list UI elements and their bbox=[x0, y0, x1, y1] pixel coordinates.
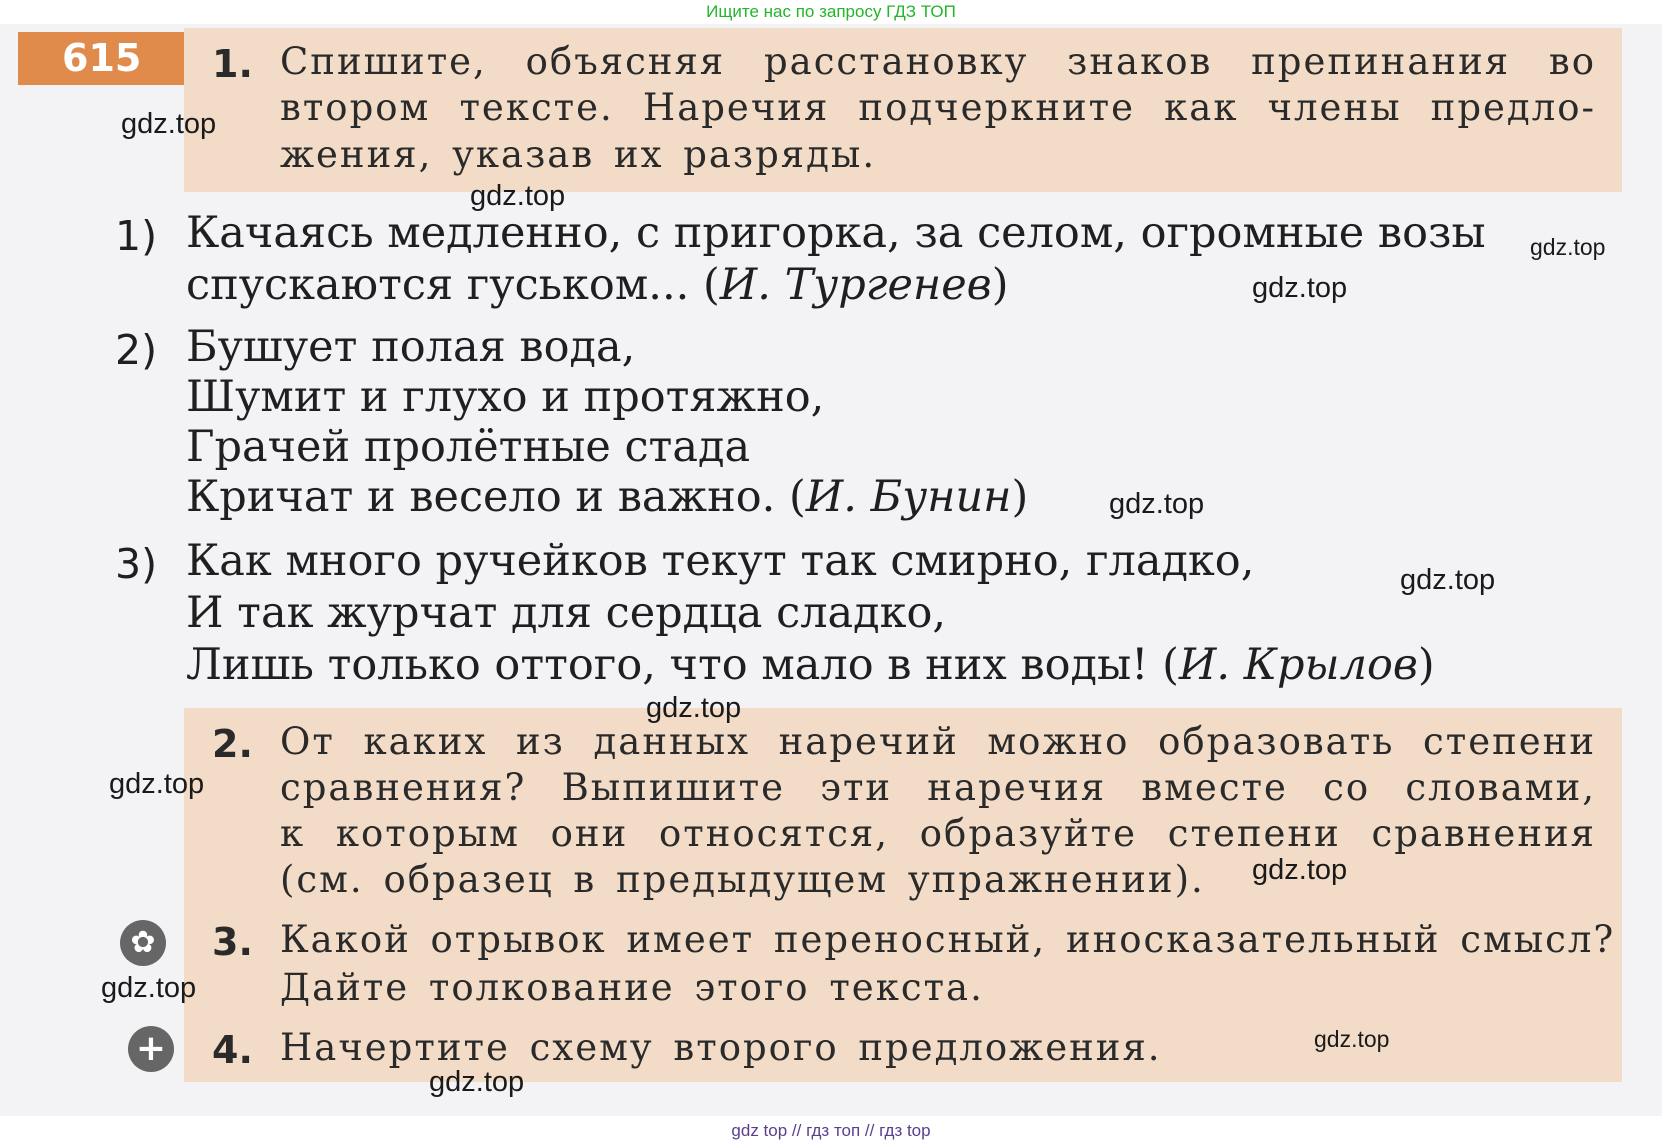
quote-2-line-4-text: Кричат и весело и важно. ( bbox=[186, 472, 806, 522]
quote-3-line-2: И так журчат для сердца сладко, bbox=[186, 588, 947, 638]
watermark: gdz.top bbox=[1314, 1026, 1390, 1052]
watermark: gdz.top bbox=[121, 108, 217, 140]
quote-2-line-2: Шумит и глухо и протяжно, bbox=[186, 372, 825, 422]
quote-2-author: И. Бунин bbox=[805, 472, 1012, 522]
watermark: gdz.top bbox=[1400, 564, 1496, 596]
quote-3-author: И. Крылов bbox=[1178, 640, 1418, 690]
watermark: gdz.top bbox=[1252, 854, 1348, 886]
task-3-line-2: Дайте толкование этого текста. bbox=[280, 966, 984, 1009]
quote-2-line-4 bbox=[186, 472, 1028, 522]
task-3-line-1: Какой отрывок имеет переносный, иносказательный смысл? bbox=[280, 918, 1616, 961]
watermark: gdz.top bbox=[1530, 234, 1606, 260]
quote-1-close-paren: ) bbox=[991, 260, 1009, 310]
quote-2-close-paren: ) bbox=[1011, 472, 1029, 522]
quote-2-line-3: Грачей пролётные стада bbox=[186, 422, 751, 472]
task-2-line-4: (см. образец в предыдущем упражнении). bbox=[280, 858, 1205, 901]
quote-3-line-3-text: Лишь только оттого, что мало в них воды! ( bbox=[186, 640, 1179, 690]
plus-icon: + bbox=[128, 1026, 174, 1072]
task-4-line-1: Начертите схему второго предложения. bbox=[280, 1026, 1162, 1069]
quote-1-author: И. Тургенев bbox=[719, 260, 992, 310]
quote-1-line-2-text: спускаются гуськом... ( bbox=[186, 260, 720, 310]
watermark: gdz.top bbox=[1109, 488, 1205, 520]
watermark: gdz.top bbox=[101, 972, 197, 1004]
exercise-number-badge: 615 bbox=[18, 32, 184, 85]
top-banner: Ищите нас по запросу ГДЗ ТОП bbox=[706, 2, 956, 21]
task-1-line-3: жения, указав их разряды. bbox=[280, 133, 877, 176]
footer: gdz top // гдз топ // гдз top bbox=[731, 1121, 931, 1140]
quote-3-number: 3) bbox=[115, 540, 158, 588]
watermark: gdz.top bbox=[109, 768, 205, 800]
task-1-number: 1. bbox=[212, 42, 253, 86]
quote-3-line-3 bbox=[186, 640, 1435, 690]
task-1-line-1: Спишите, объясняя расстановку знаков препинания во bbox=[280, 40, 1596, 83]
quote-2-number: 2) bbox=[115, 326, 158, 374]
flower-icon: ✿ bbox=[120, 920, 166, 966]
quote-3-close-paren: ) bbox=[1417, 640, 1435, 690]
watermark: gdz.top bbox=[1252, 272, 1348, 304]
task-1-line-2: втором тексте. Наречия подчеркните как члены предло- bbox=[280, 86, 1596, 129]
quote-3-line-1: Как много ручейков текут так смирно, гладко, bbox=[186, 536, 1255, 586]
task-2-line-2: сравнения? Выпишите эти наречия вместе со словами, bbox=[280, 766, 1596, 809]
watermark: gdz.top bbox=[470, 180, 566, 212]
quote-1-line-1: Качаясь медленно, с пригорка, за селом, огромные возы bbox=[186, 208, 1486, 258]
task-3-number: 3. bbox=[212, 920, 253, 964]
task-4-number: 4. bbox=[212, 1028, 253, 1072]
watermark: gdz.top bbox=[646, 692, 742, 724]
task-2-line-3: к которым они относятся, образуйте степени сравнения bbox=[280, 812, 1596, 855]
quote-1-number: 1) bbox=[115, 212, 158, 260]
task-2-number: 2. bbox=[212, 722, 253, 766]
quote-1-line-2 bbox=[186, 260, 1008, 310]
quote-2-line-1: Бушует полая вода, bbox=[186, 322, 636, 372]
task-2-line-1: От каких из данных наречий можно образовать степени bbox=[280, 720, 1596, 763]
watermark: gdz.top bbox=[429, 1066, 525, 1098]
